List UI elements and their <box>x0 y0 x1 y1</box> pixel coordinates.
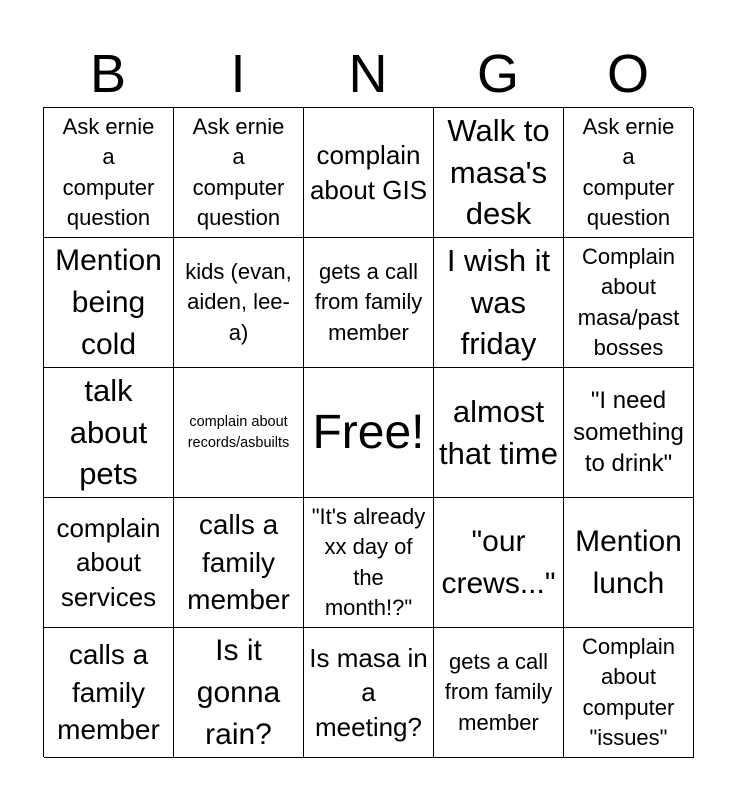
cell-text: talk about pets <box>69 372 148 492</box>
bingo-cell[interactable] <box>44 368 174 498</box>
bingo-cell[interactable] <box>434 368 564 498</box>
cell-text: calls a family member <box>187 508 290 616</box>
bingo-cell[interactable] <box>434 238 564 368</box>
header-letter-g: G <box>476 44 519 104</box>
header-letter-b: B <box>89 44 127 104</box>
cell-text: Ask ernie a computer question <box>582 113 675 230</box>
bingo-cell[interactable] <box>44 238 174 368</box>
bingo-board <box>43 107 693 757</box>
cell-text: complain about records/asbuilts <box>187 414 290 451</box>
bingo-cell[interactable] <box>174 238 304 368</box>
cell-text: "I need something to drink" <box>573 386 684 478</box>
bingo-cell[interactable] <box>44 628 174 758</box>
bingo-cell[interactable] <box>44 108 174 238</box>
cell-text: kids (evan, aiden, lee-a) <box>185 258 292 345</box>
cell-text: "our crews..." <box>441 524 556 600</box>
bingo-cell[interactable] <box>304 108 434 238</box>
cell-text: calls a family member <box>57 638 160 746</box>
header-letter-n: N <box>348 44 388 104</box>
cell-text: Complain about masa/past bosses <box>577 243 680 360</box>
bingo-cell[interactable] <box>564 108 694 238</box>
cell-text: complain about GIS <box>309 140 428 205</box>
free-space[interactable] <box>304 368 434 498</box>
cell-text: Is masa in a meeting? <box>309 643 428 742</box>
header-letter-o: O <box>606 44 649 104</box>
bingo-cell[interactable] <box>564 368 694 498</box>
cell-text: Ask ernie a computer question <box>192 113 285 230</box>
cell-text: Mention lunch <box>575 524 682 600</box>
bingo-cell[interactable] <box>434 498 564 628</box>
bingo-cell[interactable] <box>564 498 694 628</box>
cell-text: Ask ernie a computer question <box>62 113 155 230</box>
bingo-cell[interactable] <box>434 628 564 758</box>
cell-text: Walk to masa's desk <box>447 112 550 232</box>
cell-text: Complain about computer "issues" <box>582 633 675 750</box>
bingo-cell[interactable] <box>304 238 434 368</box>
cell-text: Mention being cold <box>55 243 162 361</box>
header-letter-i: I <box>230 44 246 104</box>
bingo-cell[interactable] <box>564 238 694 368</box>
bingo-cell[interactable] <box>434 108 564 238</box>
bingo-cell[interactable] <box>174 628 304 758</box>
bingo-cell[interactable] <box>174 498 304 628</box>
bingo-cell[interactable] <box>174 108 304 238</box>
bingo-cell[interactable] <box>564 628 694 758</box>
bingo-cell[interactable] <box>304 628 434 758</box>
bingo-cell[interactable] <box>174 368 304 498</box>
bingo-cell[interactable] <box>44 498 174 628</box>
cell-text: "It's already xx day of the month!?" <box>311 503 426 620</box>
cell-text: I wish it was friday <box>446 242 551 362</box>
cell-text: almost that time <box>439 393 558 471</box>
cell-text: Free! <box>312 405 425 459</box>
cell-text: gets a call from family member <box>314 258 423 345</box>
bingo-cell[interactable] <box>304 498 434 628</box>
bingo-header <box>43 44 693 104</box>
cell-text: gets a call from family member <box>444 648 553 735</box>
cell-text: Is it gonna rain? <box>196 633 281 751</box>
cell-text: complain about services <box>56 513 161 612</box>
